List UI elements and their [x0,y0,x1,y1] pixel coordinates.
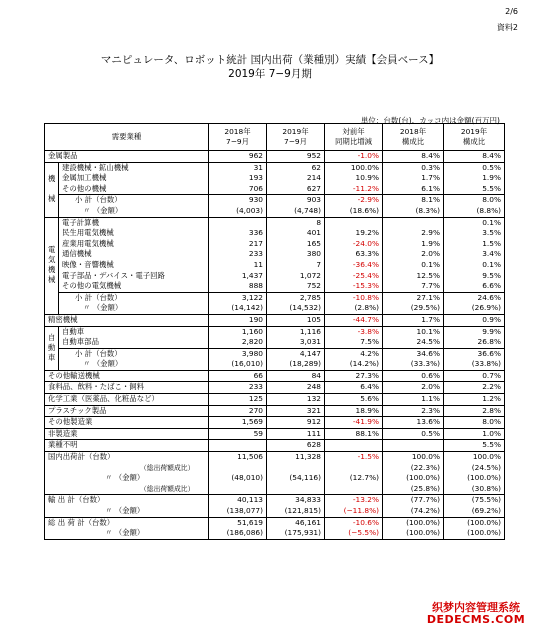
share-2019: (33.8%) [444,359,505,370]
unit-note: 単位：台数(台)、カッコ内は金額(百万円) [360,116,500,125]
share-2019: 5.5% [444,184,505,195]
share-2019: 1.9% [444,173,505,184]
value-2019: 3,031 [267,337,325,348]
yoy-change: -41.9% [325,417,383,429]
share-2018: (100.0%) [383,517,444,528]
share-2019: (100.0%) [444,528,505,539]
yoy-change: 63.3% [325,249,383,260]
share-2019: 1.5% [444,239,505,250]
table-row [45,239,505,250]
share-2019: 100.0% [444,452,505,463]
group-label-machinery: 機 械 [45,162,59,217]
value-2018: 59 [209,428,267,440]
yoy-change: -10.6% [325,517,383,528]
share-2018: 1.7% [383,314,444,326]
yoy-change: -15.3% [325,281,383,292]
yoy-change: (2.8%) [325,303,383,314]
table-row [45,506,505,517]
value-2018: 233 [209,382,267,394]
share-2019: 24.6% [444,292,505,303]
share-2018: 27.1% [383,292,444,303]
value-2018: (186,086) [209,528,267,539]
value-2018: 11 [209,260,267,271]
share-2019: 36.6% [444,348,505,359]
row-label: 自動車部品 [59,337,209,348]
share-2019: 5.5% [444,440,505,452]
yoy-change: -1.0% [325,151,383,163]
share-2018: 8.4% [383,151,444,163]
value-2019: 627 [267,184,325,195]
share-2018: 0.1% [383,260,444,271]
share-2019: 1.0% [444,428,505,440]
share-2019: 0.9% [444,314,505,326]
share-2019: 3.5% [444,228,505,239]
table-row [45,370,505,382]
value-2019: 1,116 [267,326,325,337]
value-2019: 912 [267,417,325,429]
share-2018: 1.1% [383,394,444,406]
row-label: 総 出 荷 計（台数） [45,517,209,528]
yoy-change: -36.4% [325,260,383,271]
yoy-change: 4.2% [325,348,383,359]
share-2018 [383,217,444,228]
yoy-change: 88.1% [325,428,383,440]
yoy-change: 100.0% [325,162,383,173]
value-2018: 31 [209,162,267,173]
share-2019: (75.5%) [444,495,505,506]
table-row [45,484,505,495]
table-row [45,473,505,484]
share-2019: (8.8%) [444,206,505,217]
share-2018: 7.7% [383,281,444,292]
value-2019: 321 [267,405,325,417]
value-2019: 952 [267,151,325,163]
yoy-change: (18.6%) [325,206,383,217]
value-2019: 62 [267,162,325,173]
yoy-change: (14.2%) [325,359,383,370]
value-2019: 401 [267,228,325,239]
yoy-change: -13.2% [325,495,383,506]
row-label: 〃 （金額） [59,303,209,314]
value-2018: 51,619 [209,517,267,528]
table-row [45,405,505,417]
table-row [45,281,505,292]
share-2019: 9.9% [444,326,505,337]
table-row [45,249,505,260]
value-2018: 2,820 [209,337,267,348]
share-2018: 2.0% [383,382,444,394]
row-label: 〃 （金額） [59,206,209,217]
row-label: （総出荷額成比） [45,484,209,495]
value-2019: (14,532) [267,303,325,314]
table-row [45,173,505,184]
table-row [45,337,505,348]
yoy-change [325,463,383,474]
value-2018: 40,113 [209,495,267,506]
value-2018: 1,569 [209,417,267,429]
share-2018: (77.7%) [383,495,444,506]
share-2019: 8.4% [444,151,505,163]
value-2019: 11,328 [267,452,325,463]
row-label: 精密機械 [45,314,209,326]
value-2018: 11,506 [209,452,267,463]
table-row [45,528,505,539]
share-2018: 13.6% [383,417,444,429]
row-label: その他の機械 [59,184,209,195]
yoy-change: 27.3% [325,370,383,382]
value-2019 [267,463,325,474]
yoy-change: (−11.8%) [325,506,383,517]
value-2018: 233 [209,249,267,260]
row-label: 小 計（台数） [59,292,209,303]
value-2019: 34,833 [267,495,325,506]
yoy-change: -11.2% [325,184,383,195]
value-2018: 962 [209,151,267,163]
row-label: 電子部品・デバイス・電子回路 [59,271,209,282]
share-2018: 1.9% [383,239,444,250]
table-row [45,463,505,474]
share-2019: (100.0%) [444,517,505,528]
row-label: 〃 （金額） [45,473,209,484]
row-label: 化学工業（医薬品、化粧品など） [45,394,209,406]
row-label: 小 計（台数） [59,348,209,359]
yoy-change [325,484,383,495]
value-2018: 270 [209,405,267,417]
share-2018: 8.1% [383,195,444,206]
value-2018: (138,077) [209,506,267,517]
table-row [45,292,505,303]
row-label: 電子計算機 [59,217,209,228]
row-label: 金属製品 [45,151,209,163]
value-2018 [209,484,267,495]
yoy-change: (12.7%) [325,473,383,484]
share-2019: (24.5%) [444,463,505,474]
row-label: 通信機械 [59,249,209,260]
yoy-change: -10.8% [325,292,383,303]
value-2019: 165 [267,239,325,250]
yoy-change: -3.8% [325,326,383,337]
row-label: 民生用電気機械 [59,228,209,239]
value-2019: 8 [267,217,325,228]
value-2018: (48,010) [209,473,267,484]
value-2019: (18,289) [267,359,325,370]
row-label: （総出荷額成比） [45,463,209,474]
value-2018: 190 [209,314,267,326]
value-2019: 752 [267,281,325,292]
row-label: 自動車 [59,326,209,337]
page-number: 2/6 [505,7,518,16]
header-share2019: 2019年 構成比 [444,124,505,151]
yoy-change: -1.5% [325,452,383,463]
row-label: 金属加工機械 [59,173,209,184]
table-row [45,151,505,163]
table-row [45,162,505,173]
value-2019: (175,931) [267,528,325,539]
row-label: プラスチック製品 [45,405,209,417]
value-2018: (4,003) [209,206,267,217]
value-2019: 111 [267,428,325,440]
table-row [45,303,505,314]
share-2019: 8.0% [444,195,505,206]
table-row [45,195,505,206]
value-2019: 903 [267,195,325,206]
value-2018: 706 [209,184,267,195]
row-label: 小 計（台数） [59,195,209,206]
table-row [45,440,505,452]
share-2018: 1.7% [383,173,444,184]
table-row [45,228,505,239]
value-2019: 46,161 [267,517,325,528]
table-header-row [45,124,505,151]
share-2018: (8.3%) [383,206,444,217]
row-label: 国内出荷計（台数） [45,452,209,463]
row-label: 建設機械・鉱山機械 [59,162,209,173]
value-2019: 248 [267,382,325,394]
share-2018: (22.3%) [383,463,444,474]
share-2019: 8.0% [444,417,505,429]
share-2018: 6.1% [383,184,444,195]
table-row [45,184,505,195]
value-2018: 66 [209,370,267,382]
value-2018: 3,980 [209,348,267,359]
yoy-change: -25.4% [325,271,383,282]
value-2018 [209,440,267,452]
table-row [45,348,505,359]
share-2019: 0.5% [444,162,505,173]
row-label: 輸 出 計（台数） [45,495,209,506]
value-2018: 336 [209,228,267,239]
value-2018: (16,010) [209,359,267,370]
share-2018: 0.3% [383,162,444,173]
table-row [45,417,505,429]
share-2019: 1.2% [444,394,505,406]
yoy-change [325,440,383,452]
share-2019: 6.6% [444,281,505,292]
value-2019: (4,748) [267,206,325,217]
table-row [45,314,505,326]
header-y2019: 2019年 7−9月 [267,124,325,151]
value-2018: 1,160 [209,326,267,337]
share-2018: 2.3% [383,405,444,417]
page-subtitle: 2019年 7−9月期 [228,68,312,80]
share-2019: 26.8% [444,337,505,348]
table-row [45,359,505,370]
share-2019: 2.2% [444,382,505,394]
value-2019: 2,785 [267,292,325,303]
share-2018: 24.5% [383,337,444,348]
header-share2018: 2018年 構成比 [383,124,444,151]
table-row [45,326,505,337]
share-2018: (25.8%) [383,484,444,495]
yoy-change: -24.0% [325,239,383,250]
table-row [45,382,505,394]
table-row [45,452,505,463]
share-2018: 10.1% [383,326,444,337]
share-2018: 2.0% [383,249,444,260]
share-2018: (33.3%) [383,359,444,370]
page-title: マニピュレータ、ロボット統計 国内出荷（業種別）実績【会員ベース】 [100,54,440,66]
share-2018: (29.5%) [383,303,444,314]
value-2018: 1,437 [209,271,267,282]
yoy-change: 10.9% [325,173,383,184]
document-label: 資料2 [496,23,518,32]
value-2018 [209,217,267,228]
value-2019: 1,072 [267,271,325,282]
value-2019: 380 [267,249,325,260]
table-row [45,271,505,282]
watermark [412,601,540,627]
share-2018 [383,440,444,452]
yoy-change: -44.7% [325,314,383,326]
share-2019: (26.9%) [444,303,505,314]
table-row [45,260,505,271]
value-2018: 930 [209,195,267,206]
row-label: 業種不明 [45,440,209,452]
yoy-change: 7.5% [325,337,383,348]
value-2019: 214 [267,173,325,184]
share-2018: 0.5% [383,428,444,440]
group-label-auto: 自 動 車 [45,326,59,370]
watermark-line1: 织梦内容管理系统 [432,601,520,614]
value-2019 [267,484,325,495]
share-2019: (69.2%) [444,506,505,517]
row-label: 産業用電気機械 [59,239,209,250]
table-row [45,517,505,528]
share-2018: 12.5% [383,271,444,282]
table-row [45,217,505,228]
value-2019: 628 [267,440,325,452]
table-row [45,495,505,506]
value-2018: 217 [209,239,267,250]
row-label: 〃 （金額） [45,528,209,539]
group-label-electric: 電 気 機 械 [45,217,59,314]
share-2018: 2.9% [383,228,444,239]
value-2019: 7 [267,260,325,271]
yoy-change: -2.9% [325,195,383,206]
row-label: その他の電気機械 [59,281,209,292]
share-2019: (30.8%) [444,484,505,495]
share-2019: 3.4% [444,249,505,260]
share-2019: 9.5% [444,271,505,282]
yoy-change: 6.4% [325,382,383,394]
value-2019: 84 [267,370,325,382]
value-2018: 125 [209,394,267,406]
yoy-change [325,217,383,228]
yoy-change: 5.6% [325,394,383,406]
watermark-line2: DEDECMS.COM [426,613,526,626]
value-2018 [209,463,267,474]
header-yoy: 対前年 同期比増減 [325,124,383,151]
share-2019: 0.1% [444,217,505,228]
value-2018: (14,142) [209,303,267,314]
share-2019: 2.8% [444,405,505,417]
share-2018: (100.0%) [383,473,444,484]
table-row [45,428,505,440]
yoy-change: 18.9% [325,405,383,417]
share-2018: (100.0%) [383,528,444,539]
value-2018: 888 [209,281,267,292]
value-2019: 105 [267,314,325,326]
value-2019: 4,147 [267,348,325,359]
row-label: その他輸送機械 [45,370,209,382]
shipment-table [44,123,505,540]
row-label: 〃 （金額） [59,359,209,370]
row-label: 〃 （金額） [45,506,209,517]
yoy-change: (−5.5%) [325,528,383,539]
share-2019: 0.7% [444,370,505,382]
table-row [45,206,505,217]
value-2018: 3,122 [209,292,267,303]
value-2019: (121,815) [267,506,325,517]
value-2018: 193 [209,173,267,184]
value-2019: 132 [267,394,325,406]
share-2018: 34.6% [383,348,444,359]
table-row [45,394,505,406]
row-label: 非製造業 [45,428,209,440]
share-2018: (74.2%) [383,506,444,517]
share-2019: (100.0%) [444,473,505,484]
row-label: 食料品、飲料・たばこ・飼料 [45,382,209,394]
share-2019: 0.1% [444,260,505,271]
yoy-change: 19.2% [325,228,383,239]
value-2019: (54,116) [267,473,325,484]
share-2018: 0.6% [383,370,444,382]
row-label: 映像・音響機械 [59,260,209,271]
header-y2018: 2018年 7−9月 [209,124,267,151]
row-label: その他製造業 [45,417,209,429]
share-2018: 100.0% [383,452,444,463]
header-industry: 需要業種 [45,124,209,151]
